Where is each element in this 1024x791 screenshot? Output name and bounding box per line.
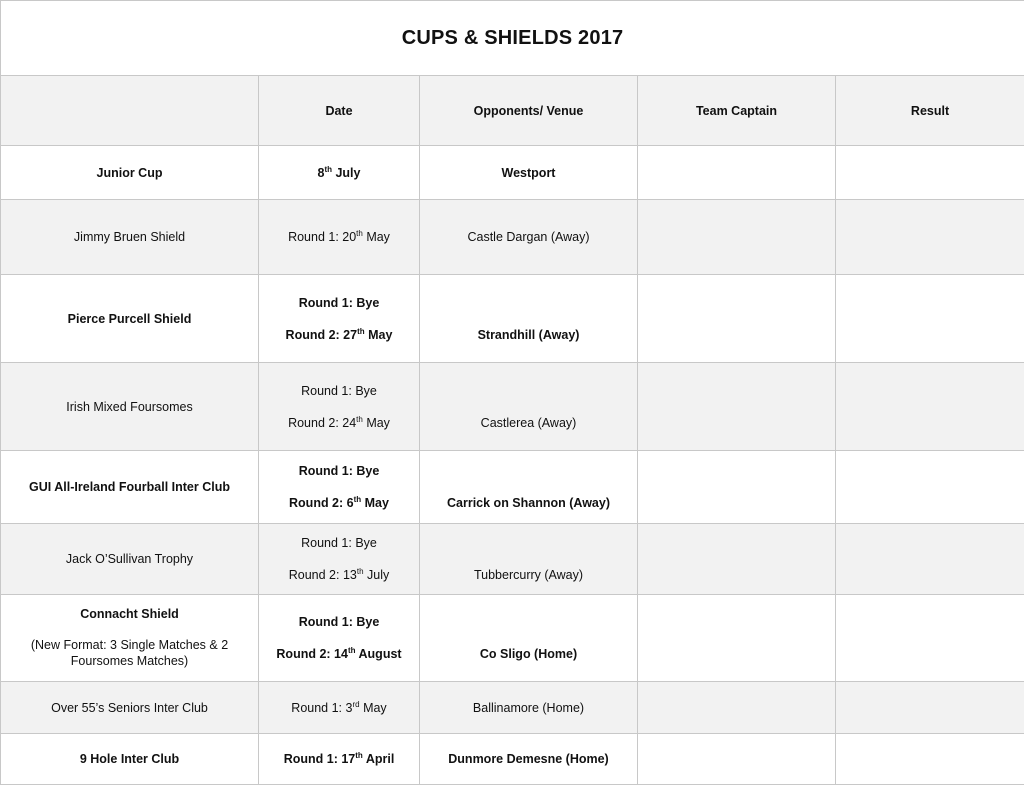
venue-cell [420,200,638,275]
date-text: Round 2: 24th May [288,414,390,430]
venue-text [428,464,629,478]
venue-cell [420,595,638,682]
venue-cell [420,682,638,734]
result-cell [836,682,1024,734]
venue-text: Castlerea (Away) [480,415,577,430]
venue-text: Tubbercurry (Away) [473,568,584,582]
date-text: Round 1: Bye [301,383,377,398]
date-text: Round 1: Bye [298,295,380,310]
date-text: Round 1: 17th April [283,750,395,766]
team-captain-cell [638,200,836,275]
competition-cell [1,363,259,451]
date-ordinal: th [353,494,362,504]
date-text: Round 1: Bye [298,464,380,478]
competition-name: Over 55’s Seniors Inter Club [51,700,208,715]
header-opponents: Opponents/ Venue [420,76,638,146]
table-row [1,363,1024,451]
team-captain-cell [638,524,836,595]
page-title: CUPS & SHIELDS 2017 [1,1,1024,76]
venue-text [428,615,629,629]
table-row [1,146,1024,200]
competition-name: Jimmy Bruen Shield [73,230,186,244]
date-cell [259,734,420,785]
venue-text: Ballinamore (Home) [472,700,585,715]
competition-name: Irish Mixed Foursomes [66,399,193,414]
competition-name: Jack O’Sullivan Trophy [65,552,194,566]
date-cell [259,451,420,524]
competition-cell [1,275,259,363]
table-row [1,682,1024,734]
competition-name: Connacht Shield [80,607,179,621]
venue-cell [420,524,638,595]
table-row [1,275,1024,363]
result-cell [836,595,1024,682]
result-cell [836,734,1024,785]
venue-text: Castle Dargan (Away) [467,230,590,244]
competition-name: GUI All-Ireland Fourball Inter Club [29,480,230,494]
date-text: Round 1: 3rd May [291,699,387,715]
team-captain-cell [638,734,836,785]
date-text: Round 2: 14th August [276,645,402,661]
date-ordinal: th [324,164,332,174]
competition-cell [1,682,259,734]
competition-cell [1,524,259,595]
header-result: Result [836,76,1024,146]
header-competition [1,76,259,146]
header-captain: Team Captain [638,76,836,146]
date-cell [259,363,420,451]
date-text: Round 2: 27th May [285,326,393,342]
date-text: Round 1: Bye [298,615,380,629]
date-cell [259,595,420,682]
competition-cell [1,734,259,785]
date-text: Round 2: 6th May [289,494,389,510]
team-captain-cell [638,595,836,682]
competition-cell [1,146,259,200]
date-text: 8th July [317,164,361,180]
table-row [1,595,1024,682]
team-captain-cell [638,146,836,200]
venue-cell [420,275,638,363]
competition-name: 9 Hole Inter Club [79,752,180,766]
competition-name: Pierce Purcell Shield [67,311,192,326]
date-cell [259,275,420,363]
date-text: Round 1: 20th May [288,228,390,244]
date-ordinal: th [357,326,365,336]
venue-text [428,536,629,550]
fixtures-body [1,146,1024,785]
venue-text: Strandhill (Away) [477,327,580,342]
result-cell [836,200,1024,275]
venue-cell [420,363,638,451]
date-cell [259,146,420,200]
competition-cell [1,200,259,275]
date-ordinal: rd [352,699,360,709]
competition-note: (New Format: 3 Single Matches & 2 Foursomes Matches) [30,638,229,668]
date-cell [259,524,420,595]
date-ordinal: th [355,750,363,760]
header-row [1,76,1024,146]
table-row [1,451,1024,524]
result-cell [836,146,1024,200]
team-captain-cell [638,363,836,451]
result-cell [836,451,1024,524]
venue-text: Co Sligo (Home) [479,647,578,661]
team-captain-cell [638,275,836,363]
venue-cell [420,734,638,785]
table-row [1,734,1024,785]
date-ordinal: th [347,645,356,655]
venue-cell [420,451,638,524]
date-ordinal: th [356,228,363,238]
competition-cell [1,595,259,682]
venue-text [428,384,629,398]
team-captain-cell [638,682,836,734]
venue-text: Carrick on Shannon (Away) [447,496,610,510]
title-row [1,1,1024,76]
competition-cell [1,451,259,524]
date-cell [259,200,420,275]
venue-text: Westport [501,165,556,180]
header-date: Date [259,76,420,146]
result-cell [836,275,1024,363]
venue-cell [420,146,638,200]
date-ordinal: th [356,414,363,424]
venue-text [428,296,629,310]
venue-text: Dunmore Demesne (Home) [448,752,609,766]
date-cell [259,682,420,734]
date-ordinal: th [356,566,364,576]
result-cell [836,524,1024,595]
result-cell [836,363,1024,451]
date-text: Round 2: 13th July [288,566,390,582]
table-row [1,524,1024,595]
table-row [1,200,1024,275]
competition-name: Junior Cup [96,165,163,180]
team-captain-cell [638,451,836,524]
date-text: Round 1: Bye [301,536,377,550]
